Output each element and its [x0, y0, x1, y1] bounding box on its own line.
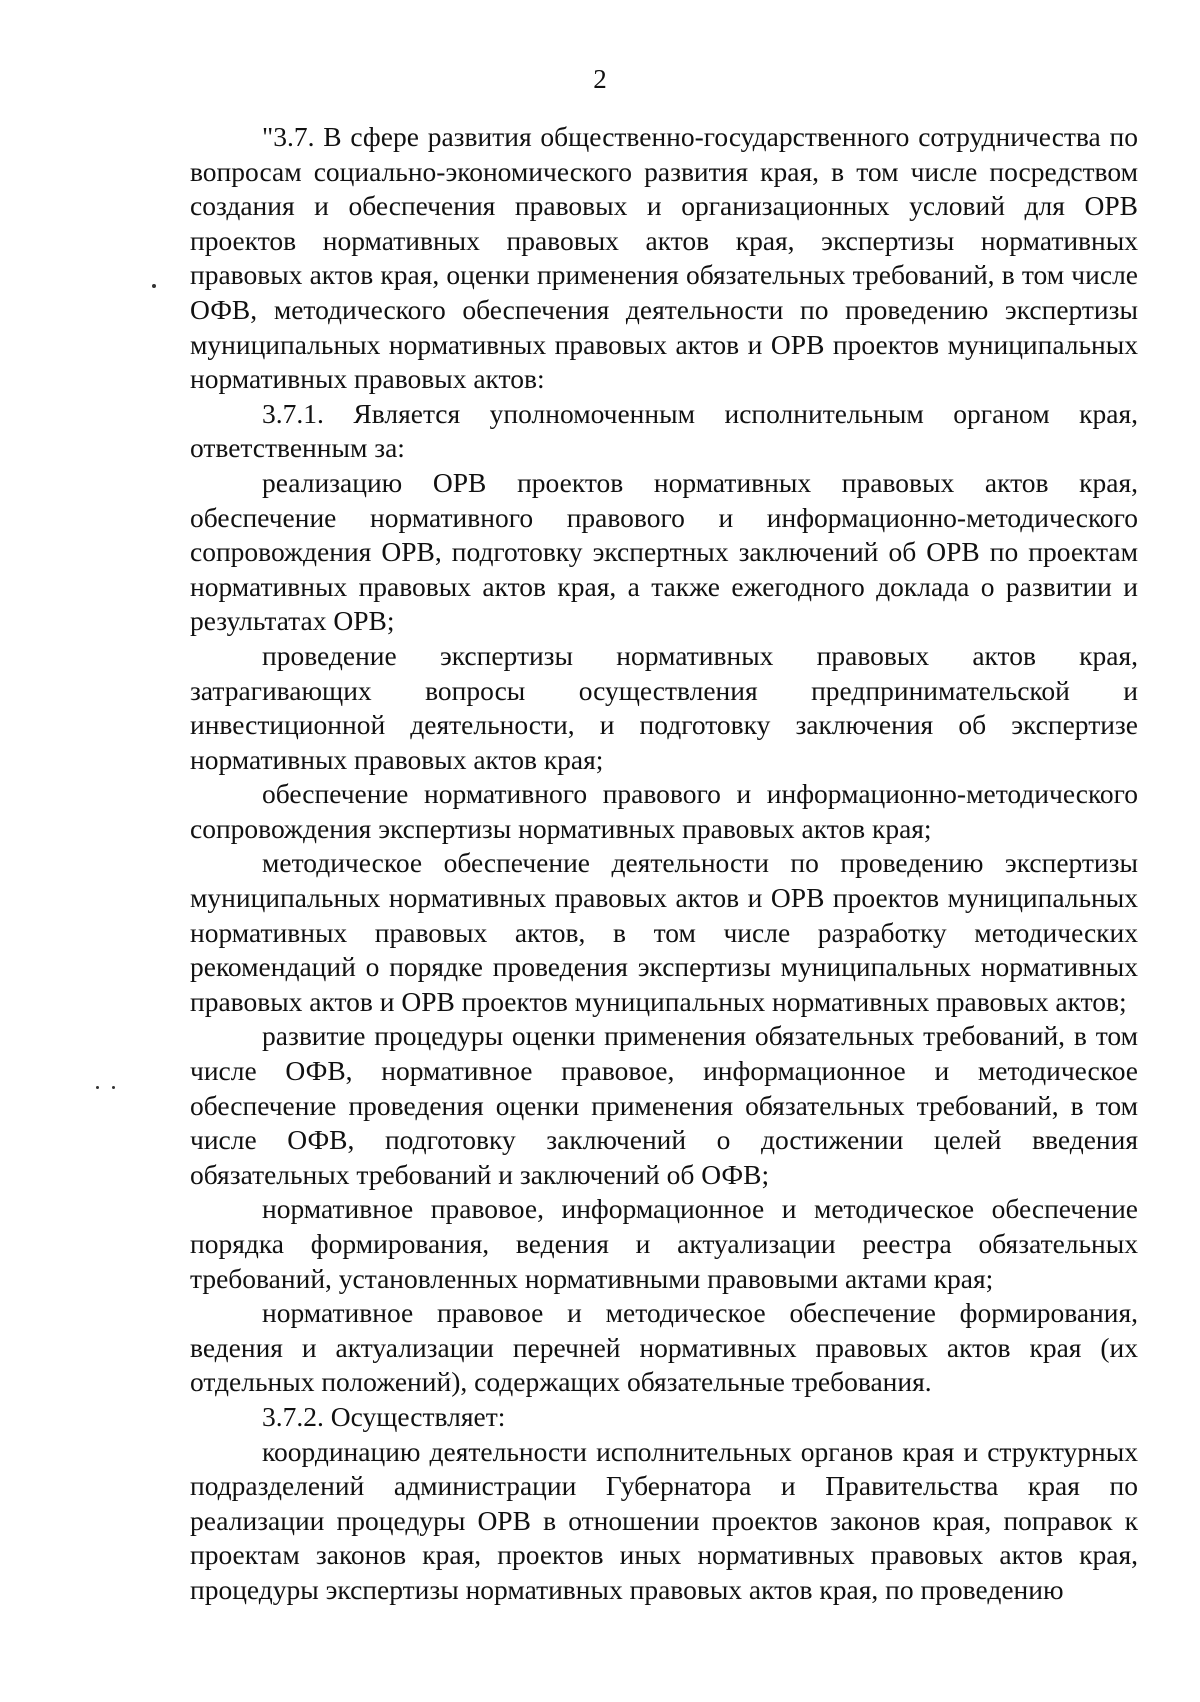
scan-artifact — [96, 1086, 99, 1089]
page-number: 2 — [593, 64, 607, 94]
paragraph-3-7: "3.7. В сфере развития общественно-государственного сотрудничества по вопросам социально-экономического развития края, в том числе посредством создания и обеспечения правовых и организационных условий для ОРВ проектов нормативных правовых актов края, экспертизы нормативных правовых актов края, оценки применения обязательных требований, в том числе ОФВ, методического обеспечения деятельности по проведению экспертизы муниципальных нормативных правовых актов и ОРВ проектов муниципальных нормативных правовых актов: — [190, 121, 1138, 395]
paragraph-3-7-1: 3.7.1. Является уполномоченным исполнительным органом края, ответственным за: — [190, 397, 1138, 464]
paragraph-municipal-methodology: методическое обеспечение деятельности по проведению экспертизы муниципальных нормативных правовых актов и ОРВ проектов муниципальных нормативных правовых актов, в том числе разработку методических рекомендаций о порядке проведения экспертизы муниципальных нормативных правовых актов и ОРВ проектов муниципальных нормативных правовых актов; — [190, 847, 1138, 1017]
document-body — [190, 120, 1138, 1608]
scan-artifact — [112, 1086, 115, 1089]
paragraph-requirements-registry: нормативное правовое, информационное и методическое обеспечение порядка формирования, ведения и актуализации реестра обязательных требований, установленных нормативными правовыми актами края; — [190, 1193, 1138, 1294]
paragraph-orv-implementation: реализацию ОРВ проектов нормативных правовых актов края, обеспечение нормативного правового и информационно-методического сопровождения ОРВ, подготовку экспертных заключений об ОРВ по проектам нормативных правовых актов края, а также ежегодного доклада о развитии и результатах ОРВ; — [190, 466, 1138, 637]
scan-artifact — [152, 284, 156, 288]
paragraph-requirements-lists: нормативное правовое и методическое обеспечение формирования, ведения и актуализации перечней нормативных правовых актов края (их отдельных положений), содержащих обязательные требования. — [190, 1297, 1138, 1398]
paragraph-expertise: проведение экспертизы нормативных правовых актов края, затрагивающих вопросы осуществления предпринимательской и инвестиционной деятельности, и подготовку заключения об экспертизе нормативных правовых актов края; — [190, 639, 1138, 775]
paragraph-requirements-assessment: развитие процедуры оценки применения обязательных требований, в том числе ОФВ, нормативное правовое, информационное и методическое обеспечение проведения оценки применения обязательных требований, в том числе ОФВ, подготовку заключений о достижении целей введения обязательных требований и заключений об ОФВ; — [190, 1020, 1138, 1190]
paragraph-coordination: координацию деятельности исполнительных органов края и структурных подразделений администрации Губернатора и Правительства края по реализации процедуры ОРВ в отношении проектов законов края, поправок к проектам законов края, проектов иных нормативных правовых актов края, процедуры экспертизы нормативных правовых актов края, по проведению — [190, 1435, 1138, 1605]
paragraph-expertise-support: обеспечение нормативного правового и информационно-методического сопровождения экспертизы нормативных правовых актов края; — [190, 778, 1138, 844]
paragraph-3-7-2: 3.7.2. Осуществляет: — [262, 1400, 506, 1432]
